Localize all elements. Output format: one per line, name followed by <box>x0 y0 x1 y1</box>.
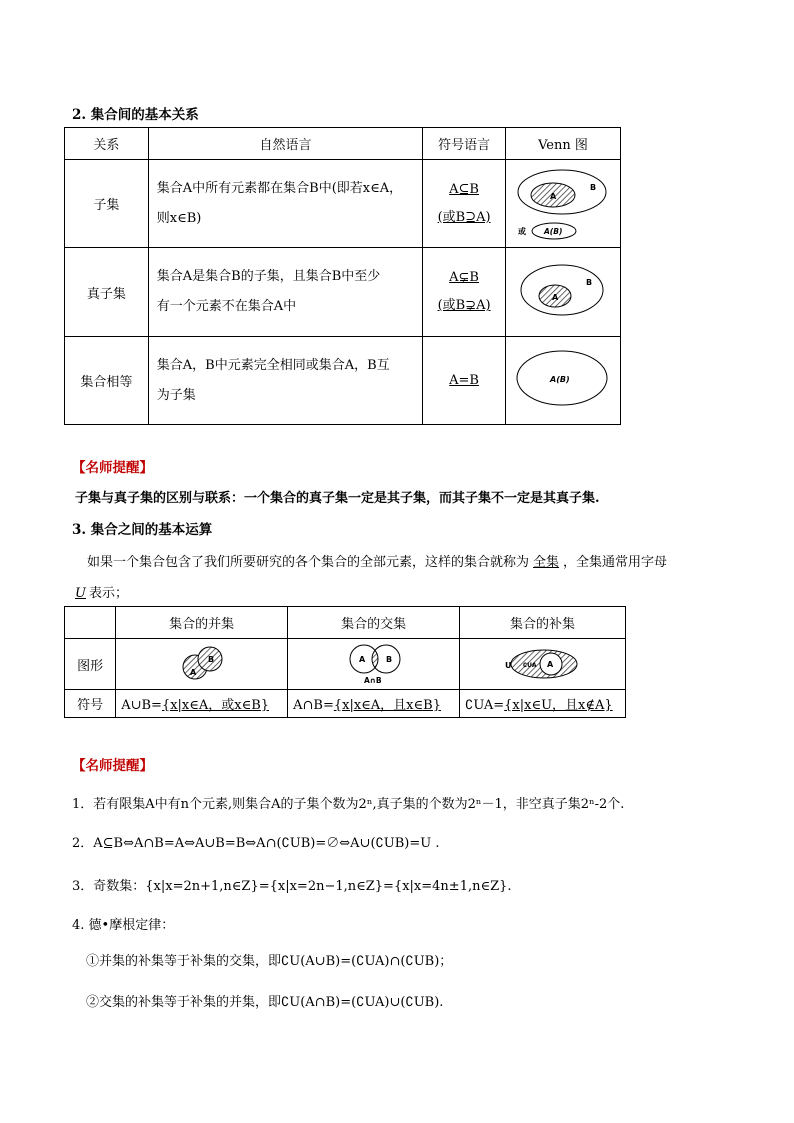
venn-proper-subset <box>506 248 618 332</box>
venn-label: A <box>546 660 553 669</box>
symbol-line: (或B⊇A) <box>437 209 491 225</box>
tip-label: 【名师提醒】 <box>72 460 153 476</box>
venn-label: U <box>504 661 512 670</box>
venn-label: A <box>189 668 196 677</box>
table-row <box>65 639 626 690</box>
table-row <box>65 160 621 248</box>
venn-label: A(B) <box>550 375 570 384</box>
header-union: 集合的并集 <box>116 607 288 639</box>
venn-label: A <box>550 192 557 201</box>
relation-proper-subset: 真子集 <box>65 248 149 337</box>
intersection-formula-prefix: A∩B= <box>293 698 334 713</box>
union-formula-prefix: A∪B= <box>121 698 162 713</box>
universal-set-paragraph <box>87 551 667 570</box>
venn-subset <box>506 160 618 243</box>
header-venn: Venn 图 <box>506 128 621 160</box>
row-label-figure: 图形 <box>65 639 116 690</box>
venn-label: 或 <box>518 227 526 236</box>
relation-equal: 集合相等 <box>65 337 149 425</box>
section-3-title: 3. 集合之间的基本运算 <box>72 522 213 538</box>
complement-formula-prefix: ∁UA= <box>465 698 505 713</box>
table-row <box>65 690 626 718</box>
para-text: 表示； <box>88 586 128 601</box>
tip-text: 子集与真子集的区别与联系：一个集合的真子集一定是其子集，而其子集不一定是其真子集. <box>75 491 600 506</box>
venn-label: A <box>552 293 559 302</box>
natural-line: 集合A，B中元素完全相同或集合A，B互 <box>156 357 390 373</box>
natural-line: 则x∈B) <box>156 210 202 226</box>
symbol-line: (或B⊋A) <box>437 298 491 313</box>
header-intersection: 集合的交集 <box>288 607 460 639</box>
blank-answer: U <box>75 586 86 601</box>
venn-label: B <box>207 655 214 664</box>
symbol-line: A=B <box>449 372 479 388</box>
venn-complement <box>461 639 625 685</box>
venn-equal <box>506 337 618 420</box>
header-complement: 集合的补集 <box>460 607 626 639</box>
venn-label: ∁UA <box>522 662 537 669</box>
table-row <box>65 248 621 337</box>
para-text: 如果一个集合包含了我们所要研究的各个集合的全部元素，这样的集合就称为 <box>87 555 530 570</box>
relation-subset: 子集 <box>65 160 149 248</box>
section-2-title: 2. 集合间的基本关系 <box>72 107 199 123</box>
set-relation-table <box>64 127 621 425</box>
tip-item: 4. 德•摩根定律： <box>72 918 175 933</box>
tip-label: 【名师提醒】 <box>72 758 153 774</box>
symbol-line: A⊆B <box>449 181 479 197</box>
blank-answer: 全集 <box>533 555 560 570</box>
header-symbol-language: 符号语言 <box>423 128 506 160</box>
header-relation: 关系 <box>65 128 149 160</box>
venn-label: B <box>385 655 392 664</box>
venn-label: B <box>586 278 593 287</box>
venn-union <box>117 639 287 685</box>
set-operation-table <box>64 606 626 718</box>
table-row <box>65 337 621 425</box>
venn-label: B <box>590 183 597 192</box>
natural-line: 集合A中所有元素都在集合B中(即若x∈A， <box>156 180 403 196</box>
row-label-symbol: 符号 <box>65 690 116 718</box>
para-text: ，全集通常用字母 <box>563 555 668 570</box>
venn-label: A(B) <box>544 227 563 236</box>
venn-label: A∩B <box>363 676 382 685</box>
tip-item: 1．若有限集A中有n个元素,则集合A的子集个数为2ⁿ,真子集的个数为2ⁿ－1，非空真子集2ⁿ-2个. <box>72 797 625 812</box>
intersection-formula: {x|x∈A，且x∈B} <box>333 698 441 713</box>
symbol-line: A⊊B <box>449 270 479 285</box>
header-natural-language: 自然语言 <box>148 128 422 160</box>
tip-item: 2．A⊆B⇔A∩B=A⇔A∪B=B⇔A∩(∁UB)=∅⇔A∪(∁UB)=U . <box>72 836 440 851</box>
natural-line: 为子集 <box>156 387 196 403</box>
tip-item: ②交集的补集等于补集的并集，即∁U(A∩B)=(∁UA)∪(∁UB). <box>86 995 444 1010</box>
venn-intersection <box>289 639 459 685</box>
tip-item: ①并集的补集等于补集的交集，即∁U(A∪B)=(∁UA)∩(∁UB)； <box>86 954 453 969</box>
complement-formula: {x|x∈U，且x∉A} <box>504 698 613 713</box>
venn-label: A <box>358 655 365 664</box>
tip-item: 3．奇数集：{x|x=2n+1,n∈Z}={x|x=2n−1,n∈Z}={x|x=4n±1,n∈Z}. <box>72 879 512 894</box>
natural-line: 有一个元素不在集合A中 <box>156 299 297 314</box>
natural-line: 集合A是集合B的子集，且集合B中至少 <box>156 269 381 284</box>
header-blank <box>65 607 116 639</box>
union-formula: {x|x∈A，或x∈B} <box>161 698 270 713</box>
